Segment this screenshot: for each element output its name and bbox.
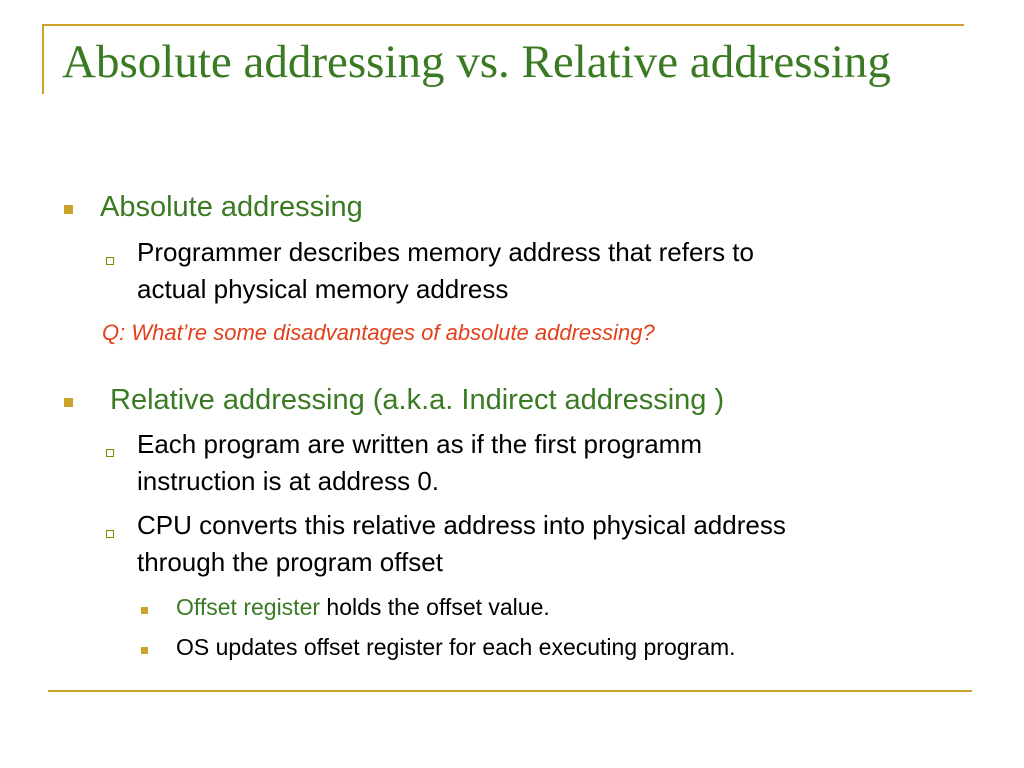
sub-sub-bullet-marker	[141, 647, 148, 654]
sub-bullet-marker	[106, 449, 114, 457]
bullet-absolute-addressing: Absolute addressing	[100, 191, 363, 223]
frame-top-line	[42, 24, 964, 26]
sub-bullet-line: Programmer describes memory address that refers to	[137, 237, 754, 267]
bullet-marker	[64, 205, 73, 214]
sub-bullet-marker	[106, 530, 114, 538]
sub-bullet-line: instruction is at address 0.	[137, 466, 440, 496]
sub-sub-bullet-marker	[141, 607, 148, 614]
highlight-offset-register: Offset register	[176, 594, 321, 620]
bullet-marker	[64, 398, 73, 407]
sub-bullet-line: through the program offset	[137, 547, 443, 577]
frame-left-line	[42, 24, 44, 94]
sub-bullet-line: CPU converts this relative address into physical address	[137, 510, 786, 540]
bullet-relative-addressing: Relative addressing (a.k.a. Indirect addressing )	[110, 384, 725, 416]
sub-bullet-line: actual physical memory address	[137, 274, 509, 304]
question-text: Q: What’re some disadvantages of absolute addressing?	[102, 320, 655, 345]
sub-bullet-line: Each program are written as if the first programm	[137, 429, 702, 459]
sub-sub-bullet-os-updates: OS updates offset register for each executing program.	[176, 634, 736, 660]
sub-sub-bullet-offset-register	[176, 594, 550, 622]
sub-bullet-marker	[106, 257, 114, 265]
slide-title: Absolute addressing vs. Relative addressing	[62, 36, 891, 88]
sub-sub-bullet-rest: holds the offset value.	[320, 594, 550, 620]
frame-bottom-line	[48, 690, 972, 692]
